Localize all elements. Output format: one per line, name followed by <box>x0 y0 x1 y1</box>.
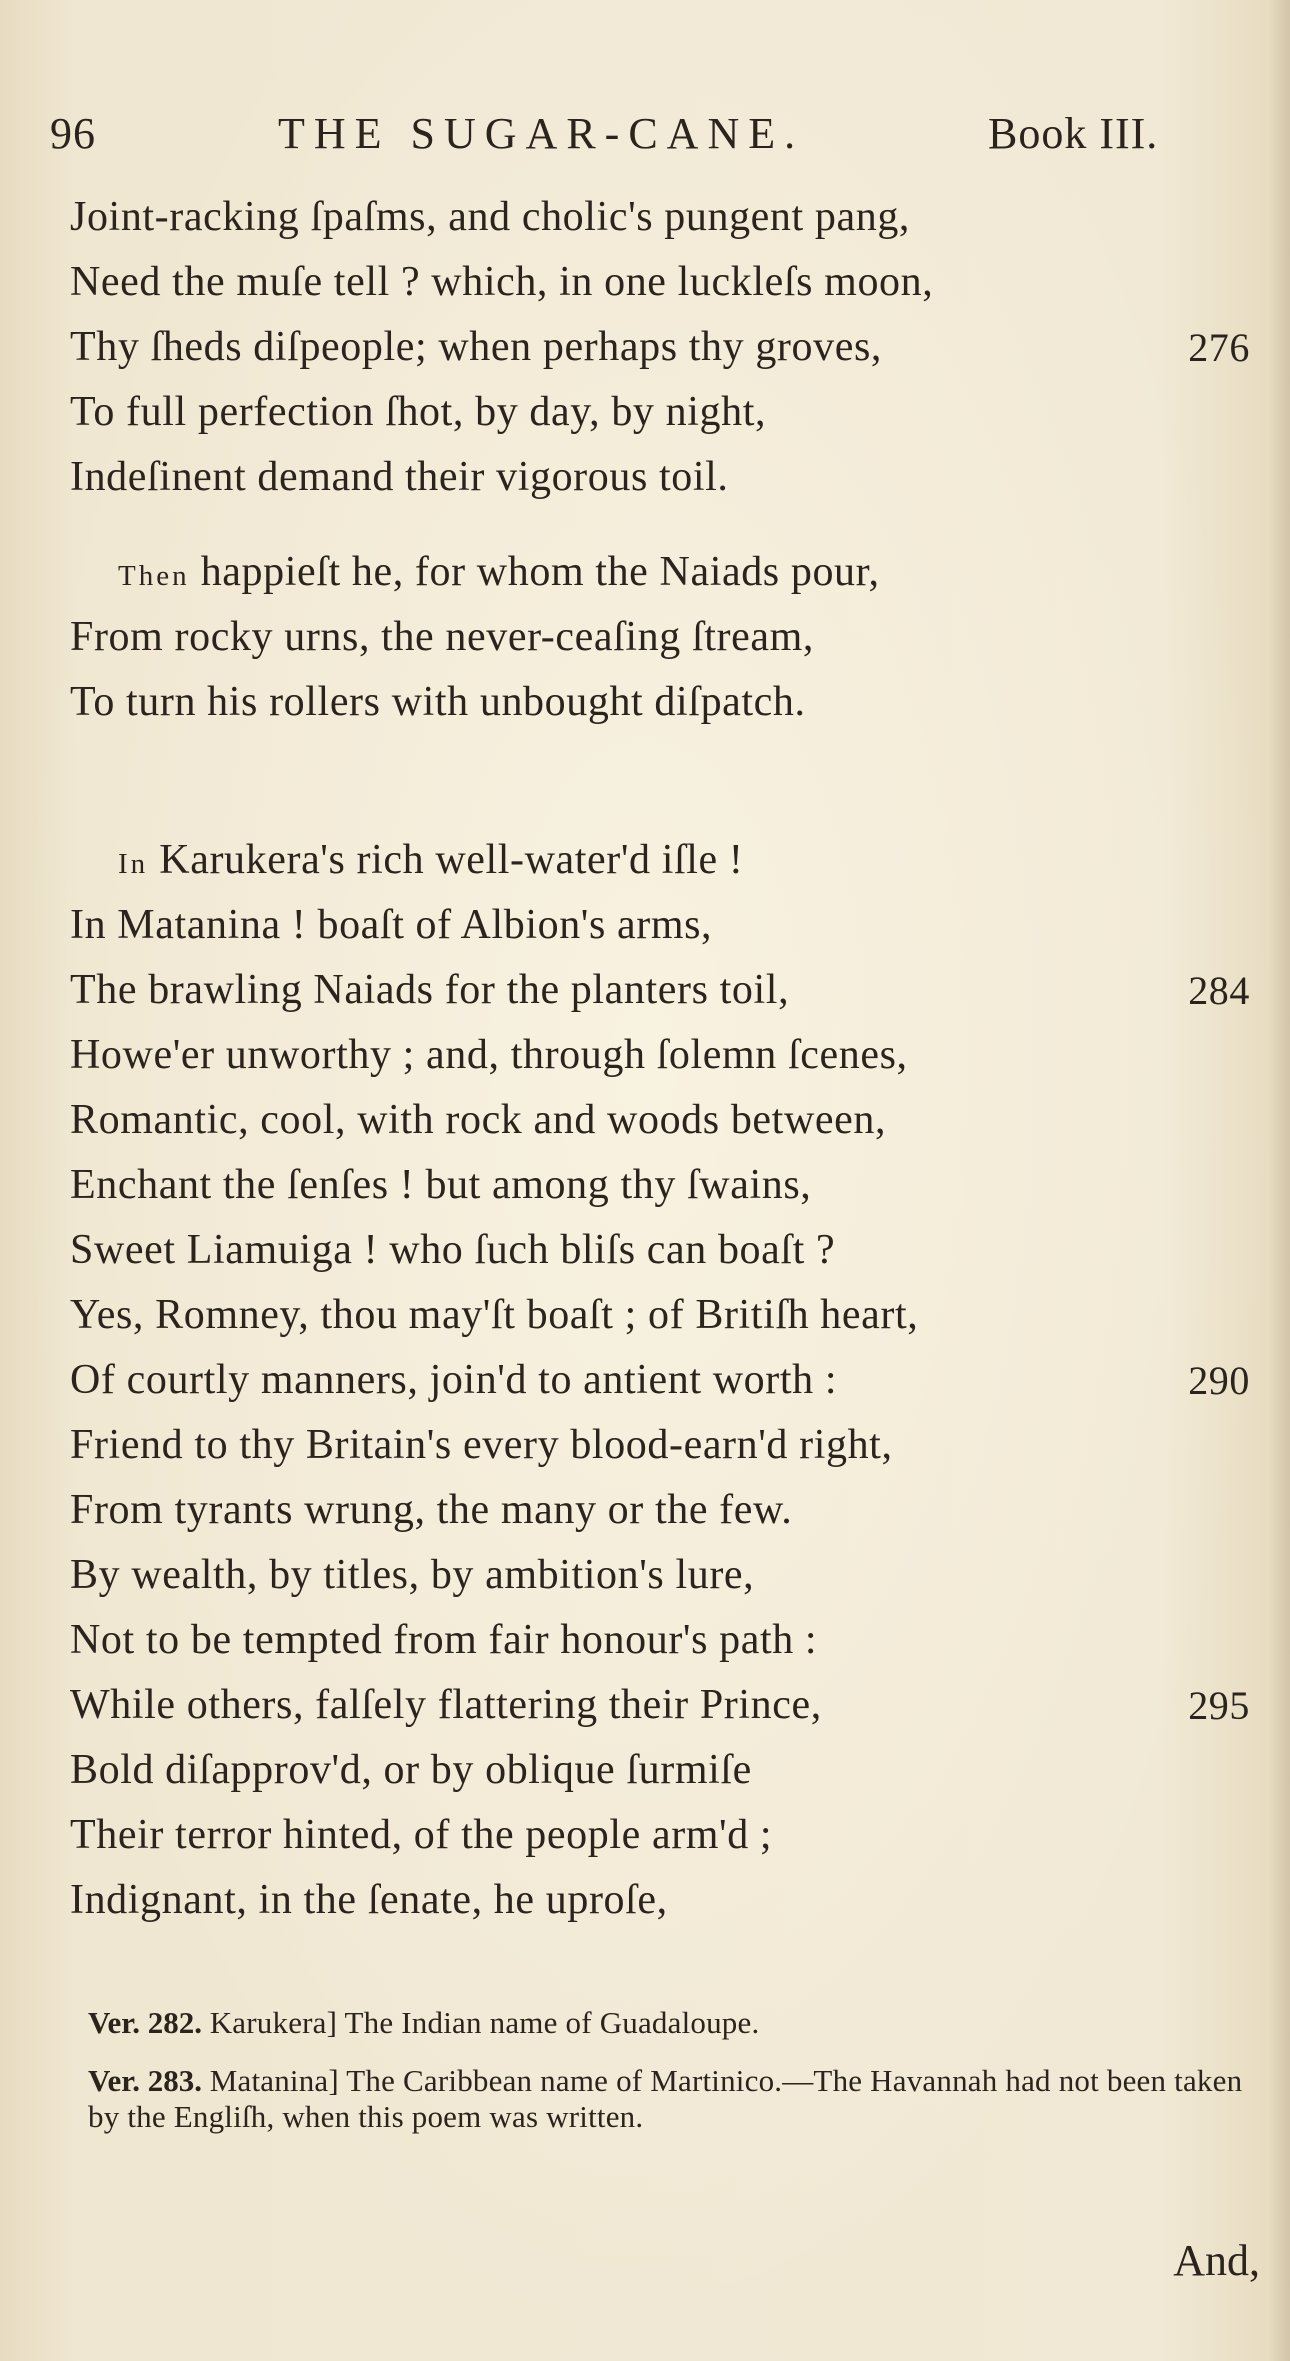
running-header <box>50 108 1240 168</box>
verse-text: Enchant the ſenſes ! but among thy ſwains, <box>70 1162 812 1208</box>
verse-text: Indignant, in the ſenate, he uproſe, <box>70 1877 668 1923</box>
verse-line <box>70 1803 1250 1868</box>
verse-line <box>70 1088 1250 1153</box>
verse-text <box>118 828 744 897</box>
line-number: 284 <box>1188 968 1250 1013</box>
verse-text: Friend to thy Britain's every blood-earn'd right, <box>70 1422 893 1468</box>
running-title: THE SUGAR-CANE. <box>278 109 805 158</box>
footnote-text: Matanina] The Caribbean name of Martinico.—The Havannah had not been taken by the Engliſh, when this poem was written. <box>88 2063 1243 2134</box>
verse-line <box>70 185 1250 250</box>
footnote <box>88 2005 1258 2041</box>
stanza-3 <box>70 828 1250 1933</box>
footnote-text: Karukera] The Indian name of Guadaloupe. <box>209 2005 760 2040</box>
verse-line <box>70 1608 1250 1673</box>
verse-text: Need the muſe tell ? which, in one luckleſs moon, <box>70 259 934 305</box>
verse-text: To turn his rollers with unbought diſpatch. <box>70 679 806 725</box>
verse-text: Indeſinent demand their vigorous toil. <box>70 454 729 500</box>
verse-line <box>70 1023 1250 1088</box>
verse-line <box>70 828 1250 893</box>
stanza-2 <box>70 540 1250 735</box>
catchword: And, <box>1173 2236 1260 2285</box>
line-number: 276 <box>1188 325 1250 370</box>
stanza-1 <box>70 185 1250 510</box>
verse-line <box>70 1868 1250 1933</box>
verse-text: Thy ſheds diſpeople; when perhaps thy groves, <box>70 324 882 370</box>
footnote-ref: Ver. 282. <box>88 2005 202 2040</box>
verse-text: From tyrants wrung, the many or the few. <box>70 1487 793 1533</box>
stanza-lead-word: In <box>118 848 149 880</box>
verse-text: Joint-racking ſpaſms, and cholic's pungent pang, <box>70 194 911 240</box>
verse-text: In Matanina ! boaſt of Albion's arms, <box>70 902 713 948</box>
verse-text: Of courtly manners, join'd to antient worth : <box>70 1357 838 1403</box>
verse-line <box>70 1738 1250 1803</box>
verse-text: Yes, Romney, thou may'ſt boaſt ; of Britiſh heart, <box>70 1292 919 1338</box>
verse-line <box>70 1218 1250 1283</box>
verse-text: Howe'er unworthy ; and, through ſolemn ſcenes, <box>70 1032 908 1078</box>
page-edge-shadow <box>1268 0 1290 2361</box>
verse-line <box>70 605 1250 670</box>
verse-line <box>70 1478 1250 1543</box>
verse-text: Bold diſapprov'd, or by oblique ſurmiſe <box>70 1747 752 1793</box>
footnote <box>88 2063 1258 2135</box>
verse-line <box>70 1283 1250 1348</box>
verse-text: The brawling Naiads for the planters toil, <box>70 967 790 1013</box>
footnote-ref: Ver. 283. <box>88 2063 202 2098</box>
verse-line <box>70 893 1250 958</box>
verse-line <box>70 1413 1250 1478</box>
verse-text <box>118 540 880 609</box>
verse-line <box>70 315 1250 380</box>
footnotes <box>88 2005 1258 2157</box>
verse-text: Not to be tempted from fair honour's path : <box>70 1617 818 1663</box>
verse-line <box>70 1543 1250 1608</box>
verse-line <box>70 958 1250 1023</box>
verse-line <box>70 1673 1250 1738</box>
line-number: 290 <box>1188 1358 1250 1403</box>
verse-line <box>70 540 1250 605</box>
verse-line <box>70 250 1250 315</box>
line-number: 295 <box>1188 1683 1250 1728</box>
verse-text-rest: Karukera's rich well-water'd iſle ! <box>159 837 744 883</box>
verse-text: Sweet Liamuiga ! who ſuch bliſs can boaſt ? <box>70 1227 836 1273</box>
page-number: 96 <box>50 109 96 158</box>
verse-text: Romantic, cool, with rock and woods between, <box>70 1097 887 1143</box>
verse-text: From rocky urns, the never-ceaſing ſtream, <box>70 614 814 660</box>
verse-line <box>70 445 1250 510</box>
book-label: Book III. <box>988 109 1159 158</box>
verse-line <box>70 380 1250 445</box>
verse-line <box>70 1153 1250 1218</box>
verse-text: Their terror hinted, of the people arm'd ; <box>70 1812 773 1858</box>
stanza-lead-word: Then <box>118 560 190 592</box>
verse-text: By wealth, by titles, by ambition's lure, <box>70 1552 755 1598</box>
verse-line <box>70 670 1250 735</box>
verse-text: To full perfection ſhot, by day, by night, <box>70 389 767 435</box>
verse-text: While others, falſely flattering their Prince, <box>70 1682 822 1728</box>
verse-line <box>70 1348 1250 1413</box>
verse-text-rest: happieſt he, for whom the Naiads pour, <box>200 549 880 595</box>
